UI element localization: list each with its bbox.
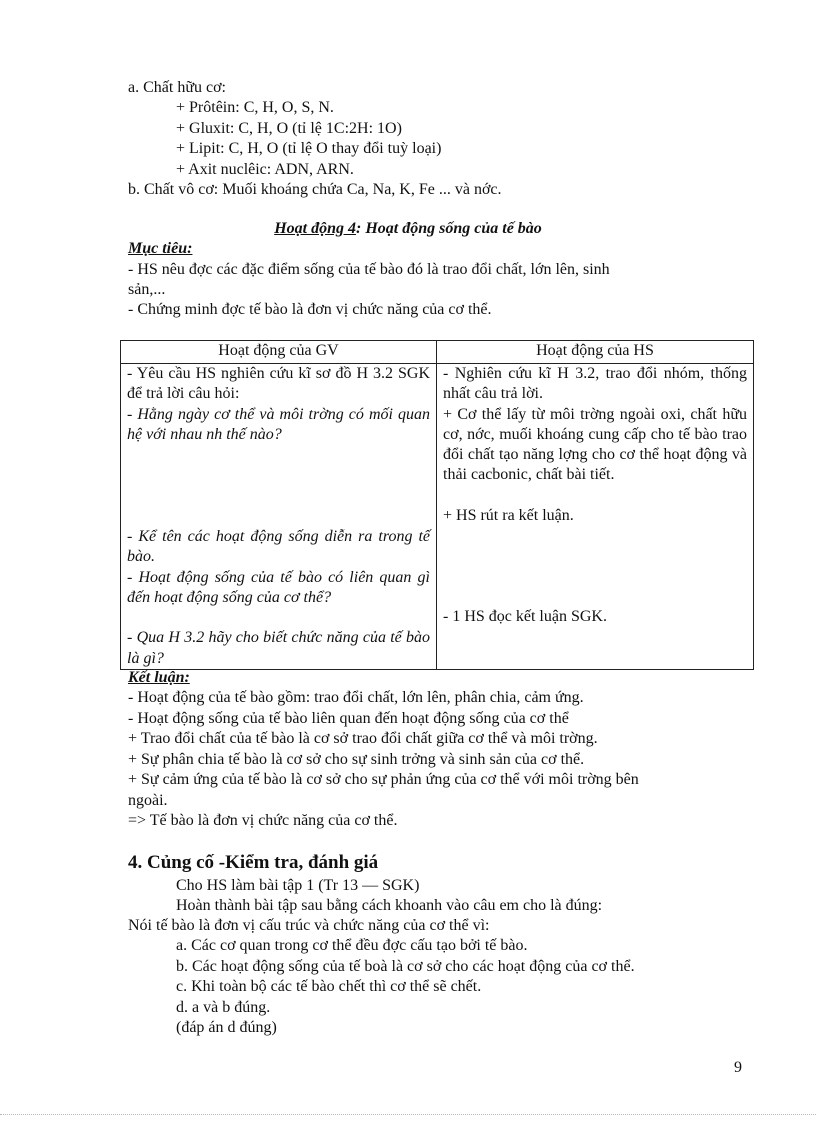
section4-line: Hoàn thành bài tập sau bằng cách khoanh vào câu em cho là đúng: (176, 897, 603, 914)
hs-response: - Nghiên cứu kĩ H 3.2, trao đổi nhóm, thống nhất câu trả lời. (443, 365, 747, 403)
table-header-row (121, 341, 754, 364)
section-a-item: + Axit nuclêic: ADN, ARN. (176, 161, 354, 178)
section4-question: Nói tế bào là đơn vị cấu trúc và chức năng của cơ thể vì: (128, 917, 490, 934)
hs-cell (437, 364, 754, 670)
gv-question: - Hoạt động sống của tế bào có liên quan gì đến hoạt động sống của cơ thể? (127, 568, 430, 607)
objectives-line: - Chứng minh đợc tế bào là đơn vị chức năng của cơ thể. (128, 301, 492, 318)
conclusion-line: => Tế bào là đơn vị chức năng của cơ thể. (128, 812, 398, 829)
section4-line: Cho HS làm bài tập 1 (Tr 13 — SGK) (176, 877, 420, 894)
option-d: d. a và b đúng. (176, 999, 271, 1016)
page-number: 9 (734, 1059, 742, 1076)
activity-label: Hoạt động 4 (274, 220, 356, 237)
option-b: b. Các hoạt động sống của tế boà là cơ sở cho các hoạt động của cơ thể. (176, 958, 635, 975)
page-bottom-rule (0, 1114, 816, 1115)
section-a-item: + Gluxit: C, H, O (tỉ lệ 1C:2H: 1O) (176, 120, 402, 137)
gv-question: - Hằng ngày cơ thể và môi trờng có mối quan hệ với nhau nh thế nào? (127, 405, 430, 443)
hs-response: - 1 HS đọc kết luận SGK. (443, 608, 607, 626)
conclusion-label: Kết luận: (128, 669, 190, 686)
hs-response: + HS rút ra kết luận. (443, 506, 574, 524)
option-a: a. Các cơ quan trong cơ thể đều đợc cấu tạo bởi tế bào. (176, 937, 528, 954)
conclusion-line: + Sự phân chia tế bào là cơ sở cho sự sinh trởng và sinh sản của cơ thể. (128, 751, 585, 768)
objectives-line: sản,... (128, 281, 166, 298)
conclusion-line: ngoài. (128, 792, 168, 809)
section4-heading: 4. Củng cố -Kiểm tra, đánh giá (128, 852, 379, 873)
section-a-title: a. Chất hữu cơ: (128, 79, 226, 96)
conclusion-line: + Sự cảm ứng của tế bào là cơ sở cho sự phản ứng của cơ thể với môi trờng bên (128, 771, 639, 788)
table-header-hs: Hoạt động của HS (437, 341, 754, 364)
table-body-row (121, 364, 754, 670)
objectives-line: - HS nêu đợc các đặc điểm sống của tế bào đó là trao đổi chất, lớn lên, sinh (128, 261, 610, 278)
activity-table (120, 340, 754, 670)
conclusion-line: + Trao đổi chất của tế bào là cơ sở trao đổi chất giữa cơ thể và môi trờng. (128, 730, 598, 747)
answer: (đáp án d đúng) (176, 1019, 277, 1036)
gv-cell (121, 364, 437, 670)
hs-response: + Cơ thể lấy từ môi trờng ngoài oxi, chất hữu cơ, nớc, muối khoáng cung cấp cho tế bào trao đổi chất tạo năng lợng cho cơ thể hoạt động và thải cacbonic, chất bài tiết. (443, 405, 747, 484)
section-b: b. Chất vô cơ: Muối khoáng chứa Ca, Na, K, Fe ... và nớc. (128, 181, 502, 198)
section-a-item: + Prôtêin: C, H, O, S, N. (176, 99, 334, 116)
gv-instruction: - Yêu cầu HS nghiên cứu kĩ sơ đồ H 3.2 SGK để trả lời câu hỏi: (127, 365, 430, 403)
gv-question: - Kể tên các hoạt động sống diễn ra trong tế bào. (127, 528, 430, 566)
option-c: c. Khi toàn bộ các tế bào chết thì cơ thể sẽ chết. (176, 978, 482, 995)
activity-heading (0, 219, 816, 239)
section-a-item: + Lipit: C, H, O (tỉ lệ O thay đổi tuỳ loại) (176, 140, 442, 157)
conclusion-line: - Hoạt động của tế bào gồm: trao đổi chất, lớn lên, phân chia, cảm ứng. (128, 689, 584, 706)
gv-question: - Qua H 3.2 hãy cho biết chức năng của tế bào là gì? (127, 629, 430, 667)
objectives-label: Mục tiêu: (128, 240, 193, 257)
activity-title: : Hoạt động sống của tế bào (356, 220, 542, 237)
conclusion-line: - Hoạt động sống của tế bào liên quan đến hoạt động sống của cơ thể (128, 710, 569, 727)
table-header-gv: Hoạt động của GV (121, 341, 437, 364)
